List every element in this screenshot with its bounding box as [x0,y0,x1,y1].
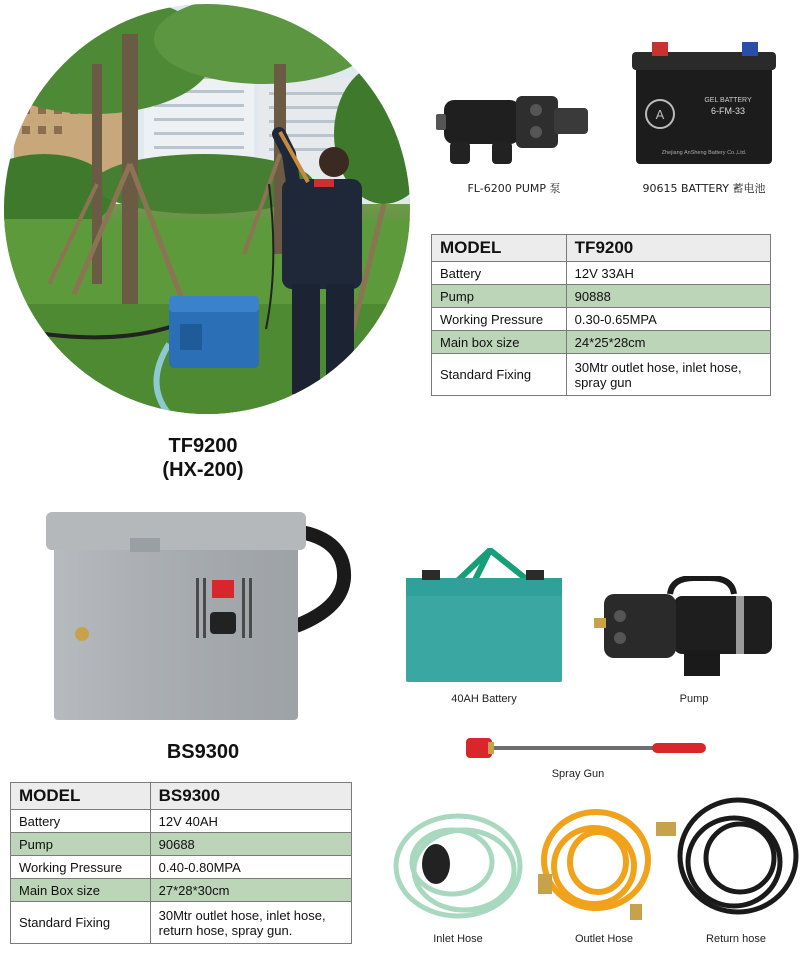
spec-row-value: 12V 40AH [150,810,351,833]
tf9200-spec-row-pump [432,285,771,308]
bs9300-spec-table [10,782,352,944]
bs9300-spec-header-row [11,783,352,810]
spec-row-value: 27*28*30cm [150,879,351,902]
spec-row-value: 30Mtr outlet hose, inlet hose, spray gun [566,354,770,396]
tf9200-spec-header-row [432,235,771,262]
inlet-hose-caption: Inlet Hose [433,933,483,945]
tf9200-spec-row-fixing [432,354,771,396]
tf9200-spec-table [431,234,771,396]
battery-90615-label-line1: GEL BATTERY [704,97,752,104]
spec-row-label: Working Pressure [432,308,567,331]
tf9200-spec-header-value: TF9200 [566,235,770,262]
spec-row-label: Standard Fixing [11,902,151,944]
bs9300-pump-image [594,576,774,680]
battery-40ah-image [400,548,568,684]
bs9300-title: BS9300 [166,741,240,763]
bs9300-pump-caption: Pump [679,693,709,705]
spec-row-value: 0.40-0.80MPA [150,856,351,879]
tf9200-title-line1: TF9200 [168,435,238,457]
spray-gun-image [466,734,712,760]
spec-row-value: 90688 [150,833,351,856]
bs9300-spec-row-box-size [11,879,352,902]
return-hose-image [654,792,800,924]
spec-row-value: 0.30-0.65MPA [566,308,770,331]
inlet-hose-image [392,810,524,922]
spec-row-value: 90888 [566,285,770,308]
spec-row-value: 12V 33AH [566,262,770,285]
tf9200-spec-header-label: MODEL [432,235,567,262]
bs9300-spec-header-value: BS9300 [150,783,351,810]
spec-row-label: Main box size [432,331,567,354]
spec-row-label: Pump [432,285,567,308]
outlet-hose-image [536,804,652,924]
tf9200-spec-row-battery [432,262,771,285]
tf9200-title [110,434,296,482]
fl6200-pump-image [436,88,592,170]
battery-90615-label-line2: 6-FM-33 [710,106,746,116]
battery-90615-maker: Zhejiang AnSheng Battery Co.,Ltd. [661,150,747,156]
bs9300-spec-row-battery [11,810,352,833]
bs9300-spec-row-pump [11,833,352,856]
spray-gun-caption: Spray Gun [551,768,605,780]
bs9300-spec-header-label: MODEL [11,783,151,810]
bs9300-spec-row-pressure [11,856,352,879]
bs9300-spec-row-fixing [11,902,352,944]
spec-row-label: Standard Fixing [432,354,567,396]
svg-text:A: A [655,107,665,122]
spec-row-value: 30Mtr outlet hose, inlet hose, return hose, spray gun. [150,902,351,944]
spec-row-label: Main Box size [11,879,151,902]
battery-90615-caption: 90615 BATTERY 蓄电池 [642,182,766,195]
battery-40ah-caption: 40AH Battery [451,693,517,705]
spec-row-label: Battery [432,262,567,285]
bs9300-product-photo [46,508,352,722]
return-hose-caption: Return hose [706,933,766,945]
fl6200-pump-caption: FL-6200 PUMP 泵 [467,182,561,195]
spec-row-label: Battery [11,810,151,833]
spec-row-value: 24*25*28cm [566,331,770,354]
battery-90615-image [630,38,778,168]
tf9200-spec-row-box-size [432,331,771,354]
tf9200-title-line2: (HX-200) [162,459,244,481]
tf9200-product-photo [4,4,410,414]
tf9200-spec-row-pressure [432,308,771,331]
spec-row-label: Pump [11,833,151,856]
spec-row-label: Working Pressure [11,856,151,879]
outlet-hose-caption: Outlet Hose [574,933,634,945]
